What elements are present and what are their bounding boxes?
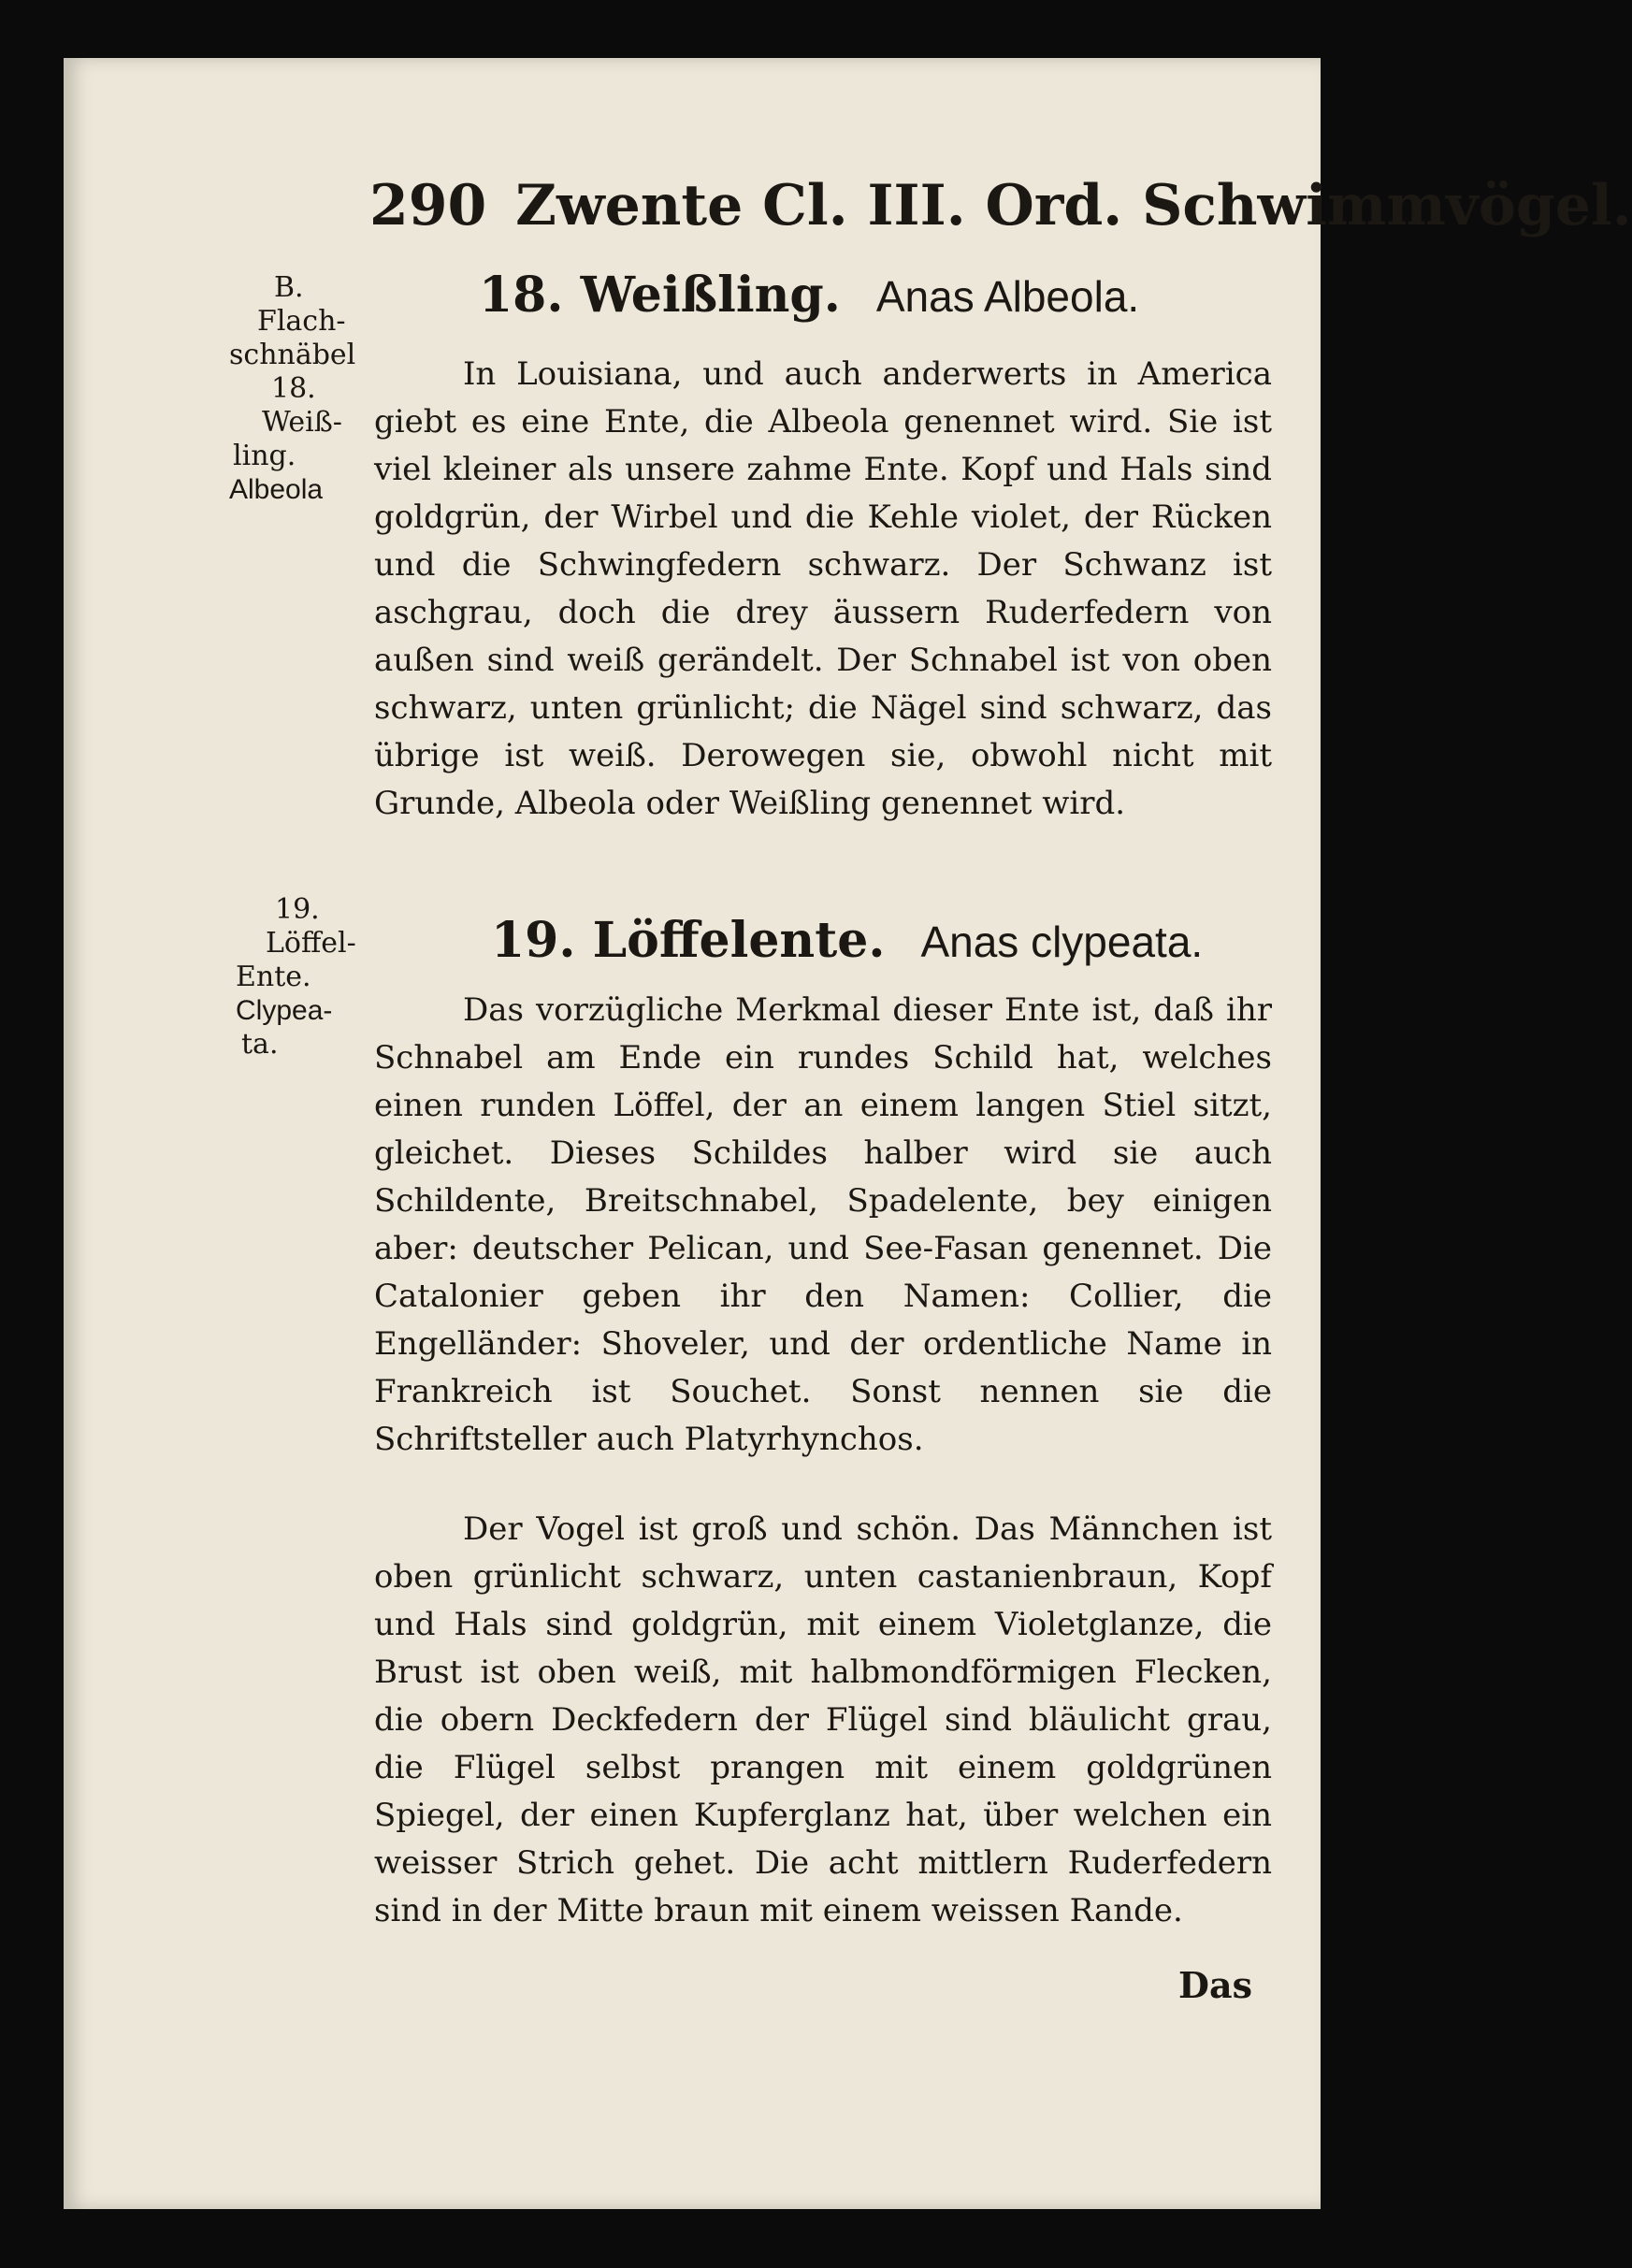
- section-heading-18: [479, 267, 1139, 324]
- margin-line: schnäbel: [229, 339, 356, 371]
- margin-line: Löffel-: [266, 927, 356, 960]
- paragraph-19-1: [374, 987, 1272, 1464]
- section-title: 18. Weißling.: [479, 267, 841, 324]
- margin-line: 19.: [275, 893, 320, 926]
- catchword: Das: [1178, 1964, 1252, 2006]
- paragraph-18: [374, 351, 1272, 828]
- paragraph-text: Das vorzügliche Merkmal dieser Ente ist, daß ihr Schnabel am Ende ein rundes Schild hat, welches einen runden Löffel, der an einem langen Stiel sitzt, gleichet. Dieses Schildes halber wird sie auch Schildente, Breitschnabel, Spadelente, bey einigen aber: deutscher Pelican, und See-Fasan genennet. Die Catalonier geben ihr den Namen: Collier, die Engelländer: Shoveler, und der ordentliche Name in Frankreich ist Souchet. Sonst nennen sie die Schriftsteller auch Platyrhynchos.: [374, 991, 1272, 1458]
- margin-line: ling.: [233, 440, 296, 472]
- margin-line: Albeola: [229, 474, 324, 505]
- paragraph-text: In Louisiana, und auch anderwerts in America giebt es eine Ente, die Albeola genennet wird. Sie ist viel kleiner als unsere zahme Ente. Kopf und Hals sind goldgrün, der Wirbel und die Kehle violet, der Rücken und die Schwingfedern schwarz. Der Schwanz ist aschgrau, doch die drey äussern Ruderfedern von außen sind weiß gerändelt. Der Schnabel ist von oben schwarz, unten grünlicht; die Nägel sind schwarz, das übrige ist weiß. Derowegen sie, obwohl nicht mit Grunde, Albeola oder Weißling genennet wird.: [374, 355, 1272, 822]
- margin-line: 18.: [271, 372, 316, 405]
- running-header: [369, 173, 1632, 257]
- latin-name: Anas clypeata.: [920, 917, 1204, 966]
- margin-line: Flach-: [257, 305, 346, 338]
- margin-line: ta.: [241, 1028, 279, 1061]
- latin-name: Anas Albeola.: [875, 272, 1140, 321]
- margin-line: B.: [274, 271, 304, 304]
- margin-note-19: [236, 893, 376, 1062]
- section-title: 19. Löffelente.: [491, 912, 886, 969]
- paragraph-text: Der Vogel ist groß und schön. Das Männchen ist oben grünlicht schwarz, unten castanienbraun, Kopf und Hals sind goldgrün, mit einem Violetglanze, die Brust ist oben weiß, mit halbmondförmigen Flecken, die obern Deckfedern der Flügel sind bläulicht grau, die Flügel selbst prangen mit einem goldgrünen Spiegel, der einen Kupferglanz hat, über welchen ein weisser Strich gehet. Die acht mittlern Ruderfedern sind in der Mitte braun mit einem weissen Rande.: [374, 1510, 1272, 1929]
- margin-line: Clypea-: [236, 995, 333, 1026]
- running-title: Zwente Cl. III. Ord. Schwimmvögel.: [515, 173, 1632, 238]
- margin-note-18: [229, 271, 369, 507]
- paragraph-19-2: [374, 1506, 1272, 1935]
- page-number: 290: [369, 173, 487, 238]
- section-heading-19: [491, 912, 1203, 969]
- margin-line: Weiß-: [262, 406, 342, 439]
- margin-line: Ente.: [236, 961, 311, 993]
